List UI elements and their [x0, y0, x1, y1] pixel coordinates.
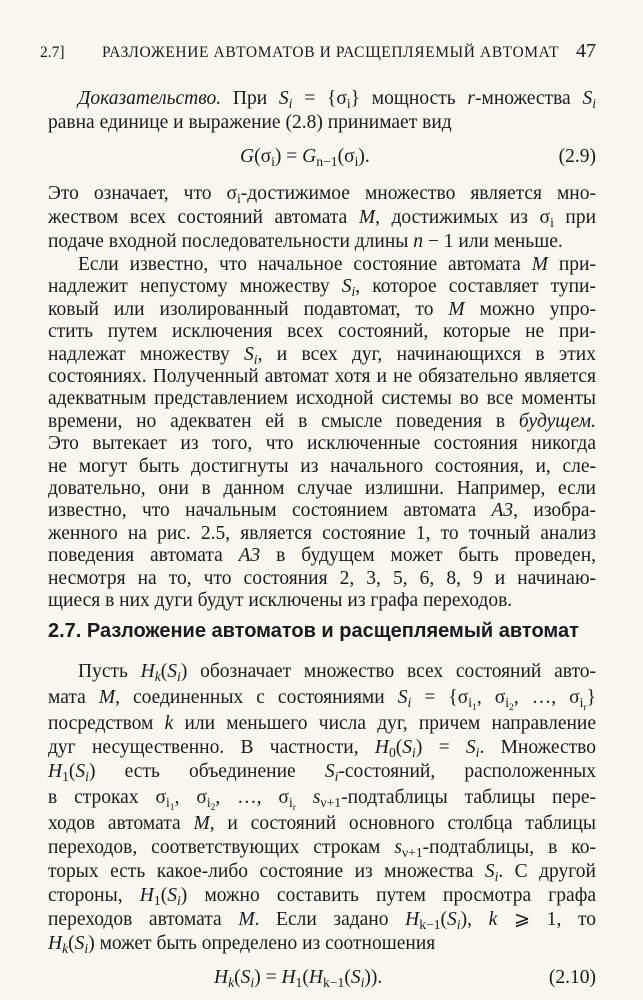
equation-2-10: $H_k(S_i) = H_1(H_{k-1}(S_i))$. — [214, 967, 383, 991]
para2-line-9: Это вытекает из того, что исключенные состояния никогда — [48, 433, 596, 455]
para3-line-3: посредством k или меньшего числа дуг, причем направление — [48, 713, 596, 734]
para3-line-9: торых есть какое-либо состояние из множества $S_i$. С другой — [48, 861, 596, 885]
proof-line-2: равна единице и выражение (2.8) принимает вид — [48, 112, 452, 133]
equation-number-2-9: (2.9) — [558, 146, 596, 167]
equation-2-9: $G(\sigma_i) = G_{n-1}(\sigma_i)$. — [240, 146, 370, 170]
proof-lead: Доказательство. — [78, 88, 222, 109]
para2-line-6: состояниях. Полученный автомат хотя и не обязательно является — [48, 366, 596, 387]
page-number: 47 — [576, 40, 596, 62]
para3-line-7: ходов автомата M, и состояний основного столбца таблицы — [48, 813, 596, 834]
para3-line-11: переходов автомата M. Если задано $H_{k-1}(S_i)$, k ⩾ 1, то — [48, 909, 597, 933]
header-title: РАЗЛОЖЕНИЕ АВТОМАТОВ И РАСЩЕПЛЯЕМЫЙ АВТОМАТ — [102, 44, 560, 61]
running-header — [40, 40, 596, 66]
para3-line-6: в строках $\sigma_{i_1}$, $\sigma_{i_2}$, …, $\sigma_{i_r}$ $s_{\nu+1}$-подтаблицы таблицы пере- — [48, 787, 597, 813]
para3-line-1: Пусть $H_k(S_i)$ обозначает множество всех состояний авто- — [78, 661, 596, 685]
para2-line-3: ковый или изолированный подавтомат, то M можно упро- — [48, 298, 596, 320]
para2-line-4: стить путем исключения всех состояний, которые не при- — [48, 321, 596, 343]
para2-line-13: женного на рис. 2.5, является состояние 1, то точный анализ — [48, 522, 596, 544]
proof-line-1: Доказательство. При $S_i = \{\sigma_i\}$ мощность r-множества $S_i$ — [78, 88, 596, 112]
section-heading: 2.7. Разложение автоматов и расщепляемый автомат — [48, 620, 579, 642]
para3-line-4: дуг несущественно. В частности, $H_0(S_i) = S_i$. Множество — [48, 737, 596, 761]
para3-line-10: стороны, $H_1(S_i)$ можно составить путем просмотра графа — [48, 885, 596, 909]
para3-line-12: $H_k(S_i)$ может быть определено из соотношения — [48, 933, 436, 957]
para2-line-5: надлежат множеству $S_i$, и всех дуг, начинающихся в этих — [48, 343, 596, 367]
para1-line-1: Это означает, что $\sigma_i$-достижимое множество является мно- — [48, 183, 596, 207]
equation-number-2-10: (2.10) — [548, 967, 596, 988]
para1-line-2: жеством всех состояний автомата M, достижимых из $\sigma_i$ при — [48, 207, 597, 231]
para1-line-3: подаче входной последовательности длины n − 1 или меньше. — [48, 231, 563, 252]
para2-line-1: Если известно, что начальное состояние автомата M при- — [78, 254, 596, 275]
para2-line-10: не могут быть достигнуты из начального состояния, и, сле- — [48, 455, 596, 477]
para2-line-14: поведения автомата A3 в будущем может быть проведен, — [48, 545, 597, 567]
para2-line-11: довательно, они в данном случае излишни. Например, если — [48, 478, 596, 499]
para3-line-2: мата M, соединенных с состояниями $S_i = \{\sigma_{i_1}$, $\sigma_{i_2}$, …, $\sigma_{i_r}$} — [48, 687, 597, 713]
header-section-number: 2.7] — [40, 44, 65, 61]
para2-line-8: времени, но адекватен ей в смысле поведения в будущем. — [48, 410, 596, 432]
para2-line-16: щиеся в них дуги будут исключены из графа переходов. — [48, 590, 513, 611]
para2-line-2: надлежит непустому множеству $S_i$, которое составляет тупи- — [48, 276, 596, 300]
para2-line-7: адекватным представлением исходной системы во все моменты — [48, 388, 596, 410]
para2-line-12: известно, что начальным состоянием автомата A3, изобра- — [48, 500, 596, 522]
para3-line-5: $H_1(S_i)$ есть объединение $S_i$-состояний, расположенных — [48, 761, 596, 785]
para3-line-8: переходов, соответствующих строкам $s_{\nu+1}$-подтаблицы, в ко- — [48, 837, 596, 861]
para2-line-15: несмотря на то, что состояния 2, 3, 5, 6, 8, 9 и начинаю- — [48, 567, 596, 589]
